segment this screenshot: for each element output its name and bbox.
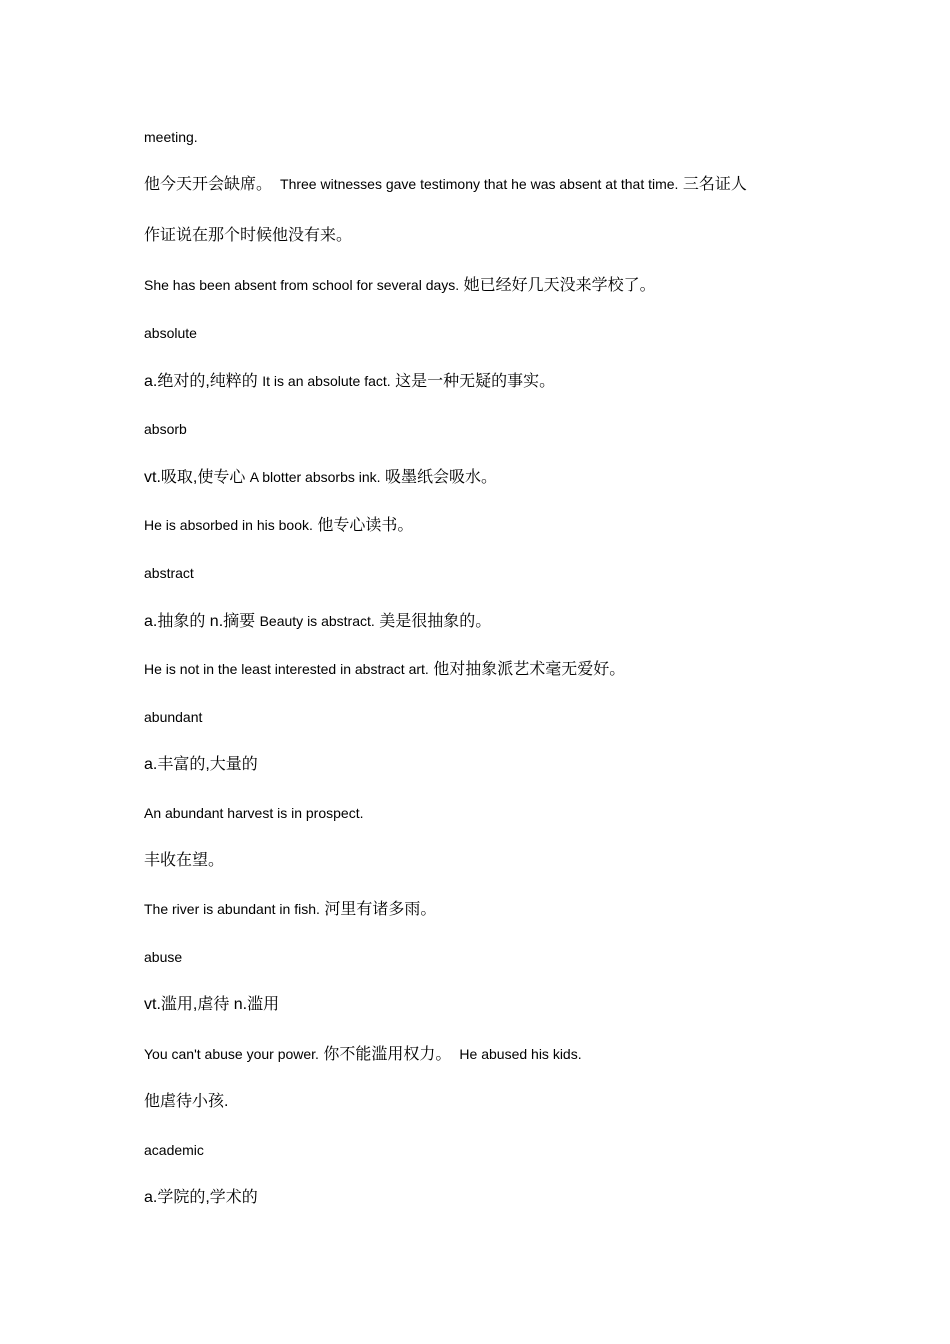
line-text-zh: 丰收在望。: [144, 852, 225, 869]
headword-text: academic: [144, 1142, 204, 1158]
text-line: [144, 803, 824, 823]
text-line: [144, 515, 824, 536]
definition-text: a.学院的,学术的: [144, 1189, 258, 1206]
line-text-en: Beauty is abstract.: [259, 613, 375, 629]
line-text-en: The river is abundant in fish.: [144, 901, 320, 917]
line-text-en: A blotter absorbs ink.: [249, 469, 381, 485]
definition-text: a.绝对的,纯粹的: [144, 373, 258, 390]
line-text-zh: 他虐待小孩.: [144, 1093, 229, 1110]
line-text-zh: 吸墨纸会吸水。: [385, 469, 498, 486]
headword-absolute: [144, 323, 824, 343]
headword-text: abstract: [144, 565, 194, 581]
headword-text: abuse: [144, 949, 183, 965]
text-line: [144, 174, 824, 195]
text-line: [144, 755, 824, 775]
line-text-zh: 她已经好几天没来学校了。: [463, 277, 656, 294]
text-line: [144, 1188, 824, 1208]
line-text-zh: 作证说在那个时候他没有来。: [144, 227, 353, 244]
text-line: [144, 611, 824, 632]
line-text-zh: 他今天开会缺席。: [144, 176, 273, 193]
headword-text: absolute: [144, 325, 197, 341]
definition-text: vt.吸取,使专心: [144, 469, 246, 486]
text-line: [144, 1044, 824, 1065]
definition-text: a.抽象的 n.摘要: [144, 613, 256, 630]
text-line: [144, 659, 824, 680]
headword-abundant: [144, 707, 824, 727]
text-line: [144, 467, 824, 488]
line-text-en: She has been absent from school for several days.: [144, 277, 460, 293]
text-line: [144, 851, 824, 871]
headword-text: absorb: [144, 421, 187, 437]
line-text-zh: 这是一种无疑的事实。: [395, 373, 556, 390]
text-line: [144, 1092, 824, 1112]
text-line: [144, 226, 824, 246]
line-text-zh: 美是很抽象的。: [379, 613, 492, 630]
line-text-zh: 河里有诸多雨。: [324, 901, 437, 918]
line-text-en: He abused his kids.: [459, 1046, 582, 1062]
headword-text: abundant: [144, 709, 203, 725]
line-text-zh: 三名证人: [682, 176, 747, 193]
text-line: [144, 275, 824, 296]
text-line: [144, 371, 824, 392]
line-text: meeting.: [144, 129, 198, 145]
line-text-zh: 你不能滥用权力。: [323, 1046, 452, 1063]
definition-text: vt.滥用,虐待 n.滥用: [144, 996, 280, 1013]
definition-text: a.丰富的,大量的: [144, 756, 258, 773]
text-line: [144, 127, 824, 147]
headword-abstract: [144, 563, 824, 583]
line-text-zh: 他对抽象派艺术毫无爱好。: [433, 661, 626, 678]
headword-academic: [144, 1140, 824, 1160]
line-text-en: It is an absolute fact.: [262, 373, 391, 389]
headword-absorb: [144, 419, 824, 439]
line-text-en: Three witnesses gave testimony that he was absent at that time.: [280, 176, 679, 192]
headword-abuse: [144, 947, 824, 967]
line-text-en: He is not in the least interested in abstract art.: [144, 661, 429, 677]
line-text-en: He is absorbed in his book.: [144, 517, 313, 533]
text-line: [144, 995, 824, 1015]
line-text-en: You can't abuse your power.: [144, 1046, 319, 1062]
line-text-en: An abundant harvest is in prospect.: [144, 805, 364, 821]
text-line: [144, 899, 824, 920]
line-text-zh: 他专心读书。: [317, 517, 414, 534]
